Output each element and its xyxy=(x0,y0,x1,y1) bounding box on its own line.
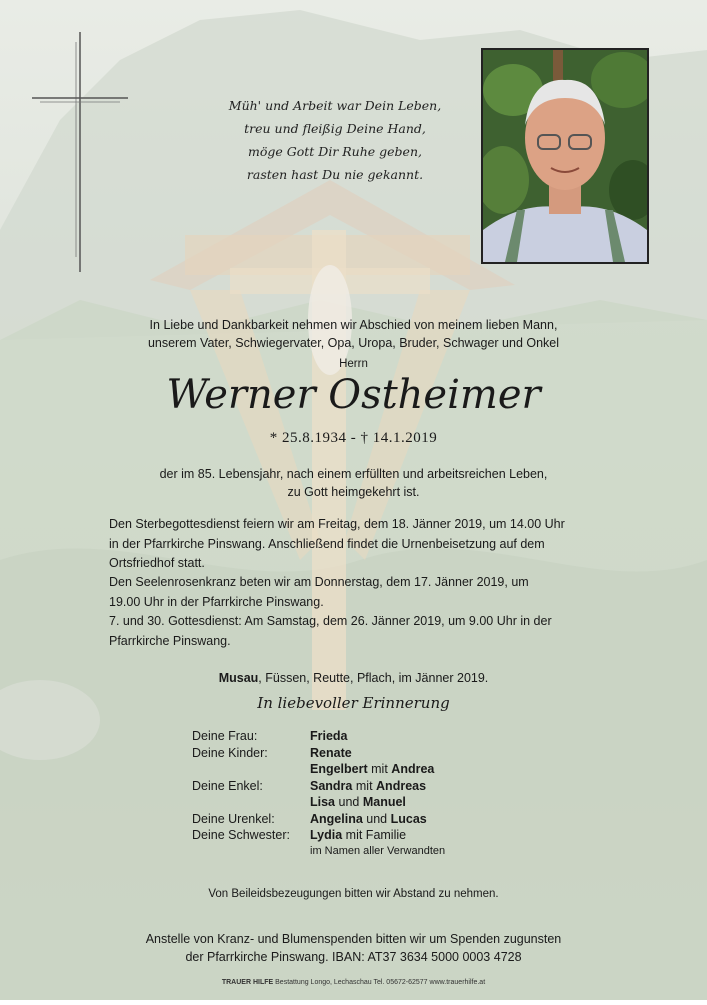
donation-line: der Pfarrkirche Pinswang. IBAN: AT37 3634 5000 0003 4728 xyxy=(185,950,522,964)
family-member: Sandra xyxy=(310,778,353,793)
places-rest: , Füssen, Reutte, Pflach, im Jänner 2019. xyxy=(258,671,489,685)
connector: mit xyxy=(371,762,388,776)
intro-text xyxy=(0,316,707,352)
footer-brand: TRAUER HILFE xyxy=(221,979,274,986)
poem-line: rasten hast Du nie gekannt. xyxy=(246,167,424,182)
service-rosary xyxy=(109,573,599,612)
family-label: Deine Frau: xyxy=(192,729,258,743)
family-member: Angelina xyxy=(310,811,363,826)
family-member: Lisa xyxy=(310,795,336,809)
service-line: Pfarrkirche Pinswang. xyxy=(109,633,231,648)
footer-rest: Bestattung Longo, Lechaschau Tel. 05672-62577 www.trauerhilfe.at xyxy=(273,979,486,986)
family-label: Deine Schwester: xyxy=(192,828,290,842)
connector: mit xyxy=(355,778,373,793)
life-line: der im 85. Lebensjahr, nach einem erfüllten und arbeitsreichen Leben, xyxy=(159,467,548,481)
family-member: Renate xyxy=(310,745,352,760)
connector: und xyxy=(366,811,388,826)
family-member: Andreas xyxy=(376,778,427,793)
family-member: Lydia xyxy=(310,828,343,842)
cross-icon xyxy=(30,32,130,274)
family-member: Manuel xyxy=(362,795,406,809)
place-musau: Musau xyxy=(218,671,259,685)
family-label: Deine Enkel: xyxy=(192,778,263,793)
service-line: 7. und 30. Gottesdienst: Am Samstag, dem 26. Jänner 2019, um 9.00 Uhr in der xyxy=(109,614,552,628)
family-member: Andrea xyxy=(391,762,435,776)
condolence-note: Von Beileidsbezeugungen bitten wir Abstand zu nehmen. xyxy=(208,888,499,900)
deceased-name: Werner Ostheimer xyxy=(166,372,541,418)
intro-line: In Liebe und Dankbarkeit nehmen wir Abschied von meinem lieben Mann, xyxy=(149,318,558,332)
connector: und xyxy=(338,795,360,809)
family-list xyxy=(192,729,522,861)
service-mass xyxy=(109,612,599,651)
family-member: Frieda xyxy=(310,729,348,743)
life-text xyxy=(0,465,707,501)
service-line: Ortsfriedhof statt. xyxy=(109,556,205,570)
life-dates: * 25.8.1934 - † 14.1.2019 xyxy=(269,430,438,446)
family-member: Lucas xyxy=(390,811,427,826)
donation-line: Anstelle von Kranz- und Blumenspenden bitten wir um Spenden zugunsten xyxy=(145,932,562,946)
footer-credit xyxy=(0,979,707,986)
family-note: mit Familie xyxy=(345,828,407,842)
service-line: Den Seelenrosenkranz beten wir am Donnerstag, dem 17. Jänner 2019, um xyxy=(109,575,529,589)
service-line: Den Sterbegottesdienst feiern wir am Freitag, dem 18. Jänner 2019, um 14.00 Uhr xyxy=(109,517,565,531)
memory-heading: In liebevoller Erinnerung xyxy=(257,694,450,712)
family-member: Engelbert xyxy=(310,762,368,776)
intro-line: unserem Vater, Schwiegervater, Opa, Uropa, Bruder, Schwager und Onkel xyxy=(147,336,560,350)
service-line: 19.00 Uhr in der Pfarrkirche Pinswang. xyxy=(109,594,324,609)
portrait-photo xyxy=(481,48,649,264)
donation-text xyxy=(0,930,707,966)
poem-line: Müh' und Arbeit war Dein Leben, xyxy=(228,98,442,113)
relatives-note: im Namen aller Verwandten xyxy=(310,844,446,857)
life-line: zu Gott heimgekehrt ist. xyxy=(287,485,420,499)
service-funeral xyxy=(109,515,599,574)
family-label: Deine Kinder: xyxy=(192,745,268,760)
service-line: in der Pfarrkirche Pinswang. Anschließend findet die Urnenbeisetzung auf dem xyxy=(109,536,545,551)
family-label: Deine Urenkel: xyxy=(192,811,275,826)
honorific: Herrn xyxy=(339,358,368,370)
poem-line: möge Gott Dir Ruhe geben, xyxy=(248,144,422,159)
poem-line: treu und fleißig Deine Hand, xyxy=(244,121,426,136)
places-date xyxy=(0,669,707,687)
poem xyxy=(210,94,460,186)
